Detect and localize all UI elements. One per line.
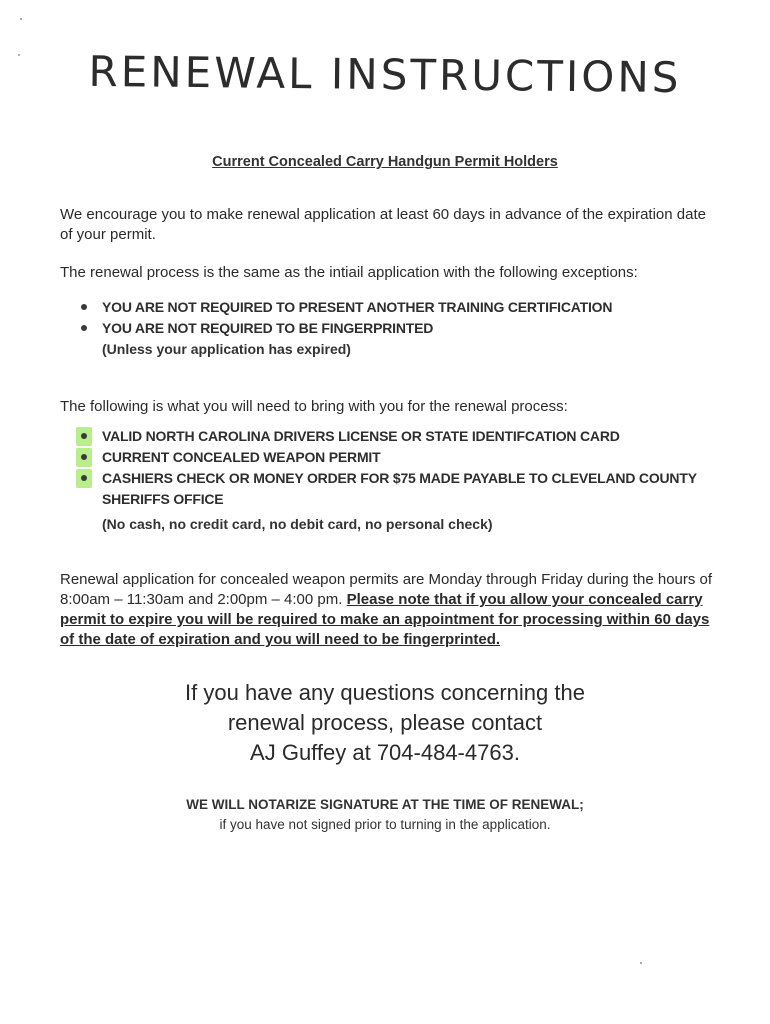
list-item [78,468,718,510]
list-item-text: YOU ARE NOT REQUIRED TO BE FINGERPRINTED [102,320,434,336]
list-item-text: YOU ARE NOT REQUIRED TO PRESENT ANOTHER TRAINING CERTIFICATION [102,299,613,315]
document-subtitle: Current Concealed Carry Handgun Permit Holders [212,154,558,170]
bullet-icon [81,325,87,331]
payment-note: (No cash, no credit card, no debit card, no personal check) [102,516,493,532]
bullet-icon [81,304,87,310]
contact-line: If you have any questions concerning the [185,680,585,705]
contact-line: AJ Guffey at 704-484-4763. [250,740,520,765]
contact-line: renewal process, please contact [227,710,543,735]
list-item-text: CURRENT CONCEALED WEAPON PERMIT [102,449,381,465]
exceptions-note: (Unless your application has expired) [102,341,351,357]
scan-speck [640,962,642,964]
bring-items-list [78,426,718,510]
list-item-text: VALID NORTH CAROLINA DRIVERS LICENSE OR STATE IDENTIFCATION CARD [102,428,620,444]
list-item [78,318,718,339]
list-item [78,426,718,447]
expiration-warning: Please note that if you allow your concealed carry permit to expire you will be required to make an appointment for processing within 60 days of the date of expiration and you will need to be fingerprinted. [60,591,710,648]
list-item [78,297,718,318]
exceptions-list [78,297,718,339]
bring-intro: The following is what you will need to bring with you for the renewal process: [60,398,568,415]
list-item [78,447,718,468]
notarize-line: if you have not signed prior to turning in the application. [219,817,551,832]
scan-speck [20,18,22,20]
document-title: RENEWAL INSTRUCTIONS [88,46,682,103]
hours-text: Renewal application for concealed weapon permits are Monday through Friday during the hours of 8:00am – 11:30am and 2:00pm – 4:00 pm. [60,571,713,608]
list-item-text: CASHIERS CHECK OR MONEY ORDER FOR $75 MADE PAYABLE TO CLEVELAND COUNTY SHERIFFS OFFICE [102,470,697,507]
bullet-icon [81,454,87,460]
notarize-note [0,795,770,835]
contact-block [0,678,770,768]
notarize-line: WE WILL NOTARIZE SIGNATURE AT THE TIME OF RENEWAL; [186,797,584,812]
hours-paragraph [60,570,720,650]
bullet-icon [81,475,87,481]
exceptions-intro: The renewal process is the same as the intiail application with the following exceptions: [60,264,638,281]
bullet-icon [81,433,87,439]
intro-paragraph: We encourage you to make renewal application at least 60 days in advance of the expiration date of your permit. [60,206,706,243]
